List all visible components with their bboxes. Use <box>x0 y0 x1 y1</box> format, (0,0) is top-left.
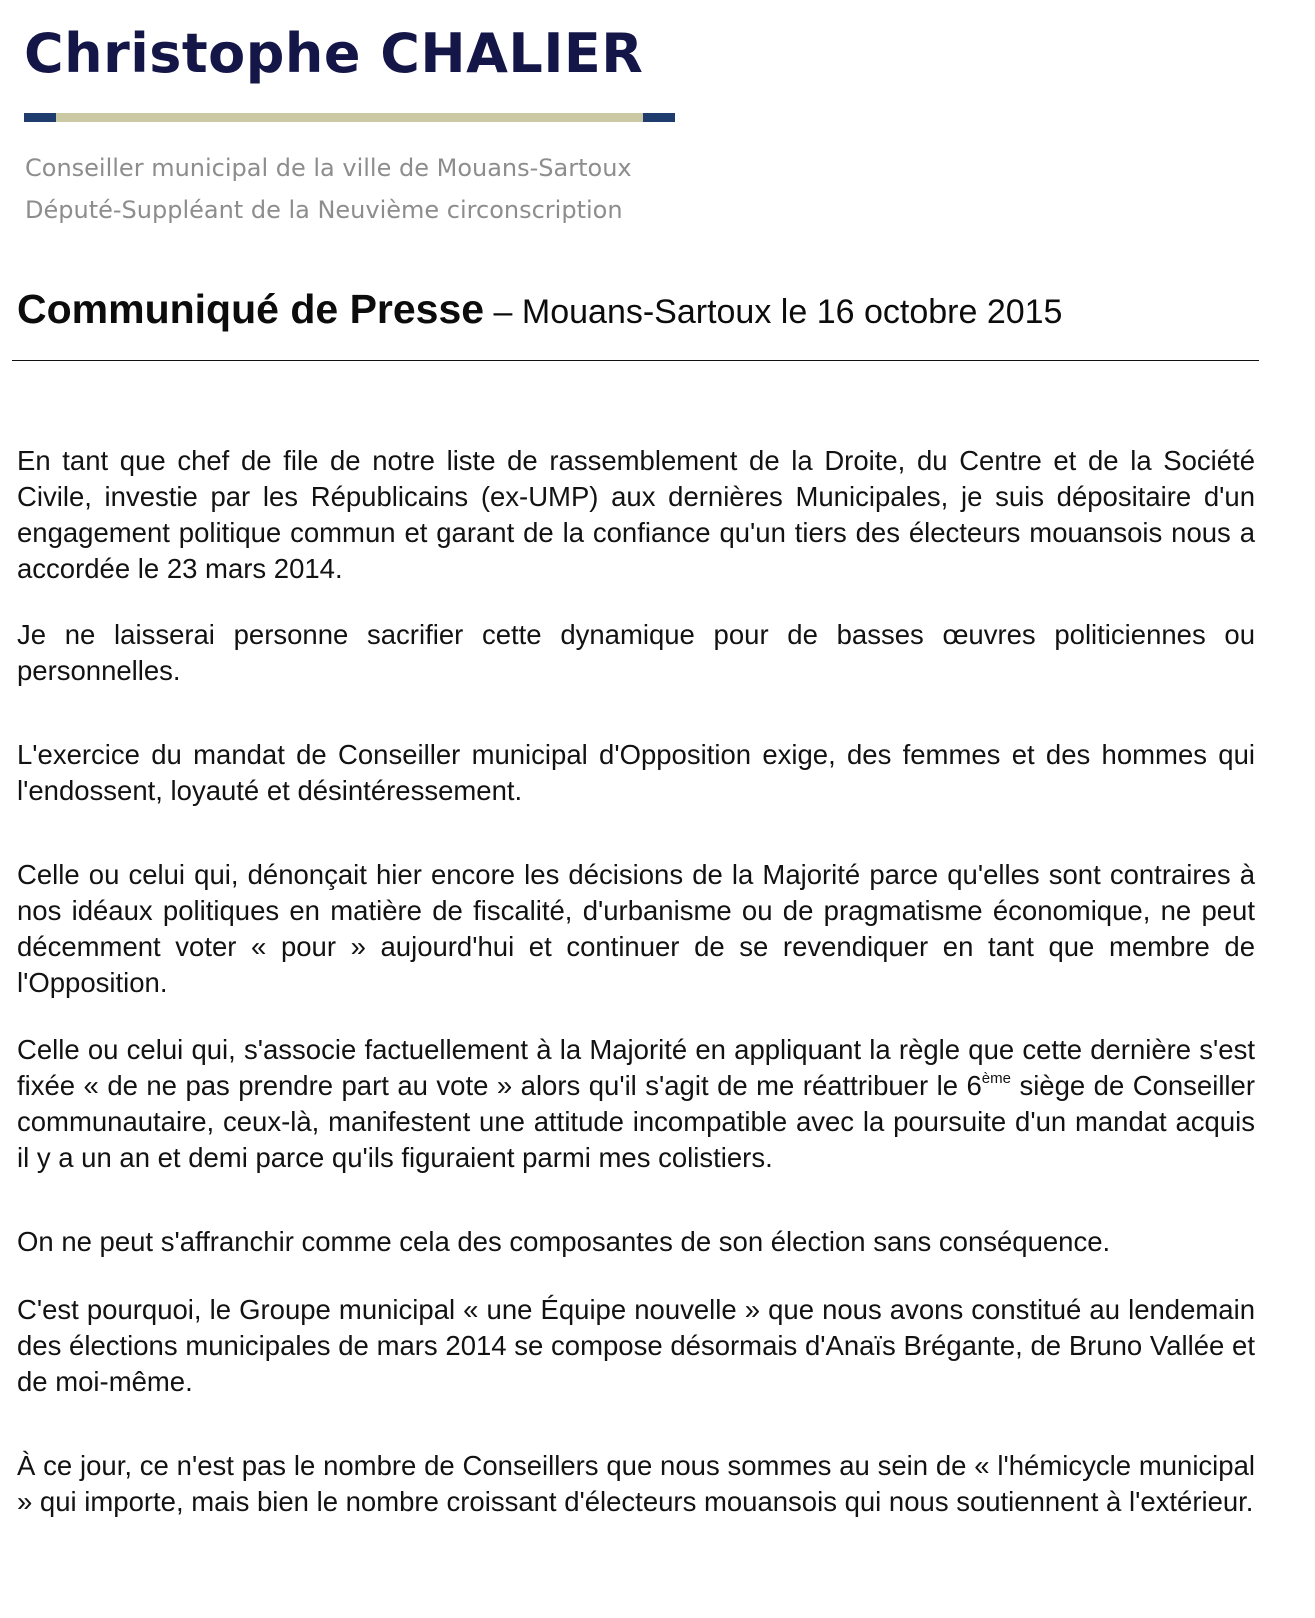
author-name: Christophe CHALIER <box>24 22 644 85</box>
paragraph-1: En tant que chef de file de notre liste de rassemblement de la Droite, du Centre et de la Société Civile, investie par les Républicains (ex-UMP) aux dernières Municipales, je suis dépositaire d'un engagement politique commun et garant de la confiance qu'un tiers des électeurs mouansois nous a accordée le 23 mars 2014. <box>17 445 1255 584</box>
author-titles <box>25 147 632 231</box>
paragraph-8: À ce jour, ce n'est pas le nombre de Conseillers que nous sommes au sein de « l'hémicycle municipal » qui importe, mais bien le nombre croissant d'électeurs mouansois qui nous soutiennent à l'extérieur. <box>17 1450 1255 1517</box>
press-release-heading <box>17 286 1277 333</box>
ordinal-suffix: ème <box>981 1070 1011 1087</box>
paragraph-3: L'exercice du mandat de Conseiller municipal d'Opposition exige, des femmes et des hommes qui l'endossent, loyauté et désintéressement. <box>17 739 1255 806</box>
press-release-title: Communiqué de Presse <box>17 286 485 332</box>
author-title-deputy: Député-Suppléant de la Neuvième circonscription <box>25 196 623 224</box>
paragraph-7: C'est pourquoi, le Groupe municipal « une Équipe nouvelle » que nous avons constitué au lendemain des élections municipales de mars 2014 se compose désormais d'Anaïs Brégante, de Bruno Vallée et de moi-même. <box>17 1294 1255 1397</box>
press-release-place-date: Mouans-Sartoux le 16 octobre 2015 <box>521 293 1063 331</box>
letterhead <box>24 22 674 224</box>
paragraph-6: On ne peut s'affranchir comme cela des composantes de son élection sans conséquence. <box>17 1226 1111 1257</box>
paragraph-2: Je ne laisserai personne sacrifier cette dynamique pour de basses œuvres politiciennes ou personnelles. <box>17 619 1255 686</box>
rule-cap-right <box>643 113 675 122</box>
rule-cap-left <box>24 113 56 122</box>
paragraph-4: Celle ou celui qui, dénonçait hier encore les décisions de la Majorité parce qu'elles sont contraires à nos idéaux politiques en matière de fiscalité, d'urbanisme ou de pragmatisme économique, ne peut décemment voter « pour » aujourd'hui et continuer de se revendiquer en tant que membre de l'Opposition. <box>17 859 1255 998</box>
paragraph-5-end: siège de Conseiller communautaire, ceux-là, manifestent une attitude incompatible avec la poursuite d'un mandat acquis il y a un an et demi parce qu'ils figuraient parmi mes colistiers. <box>17 1070 1255 1173</box>
letterhead-rule <box>24 113 675 122</box>
paragraph-5-start: Celle ou celui qui, s'associe factuellement à la Majorité en appliquant la règle que cette dernière s'est fixée « de ne pas prendre part au vote » alors qu'il s'agit de me réattribuer le 6 <box>17 1034 1255 1101</box>
heading-dash: – <box>484 293 522 331</box>
heading-divider <box>12 360 1259 361</box>
author-title-municipal: Conseiller municipal de la ville de Mouans-Sartoux <box>25 154 632 182</box>
paragraph-5 <box>17 1032 1255 1176</box>
